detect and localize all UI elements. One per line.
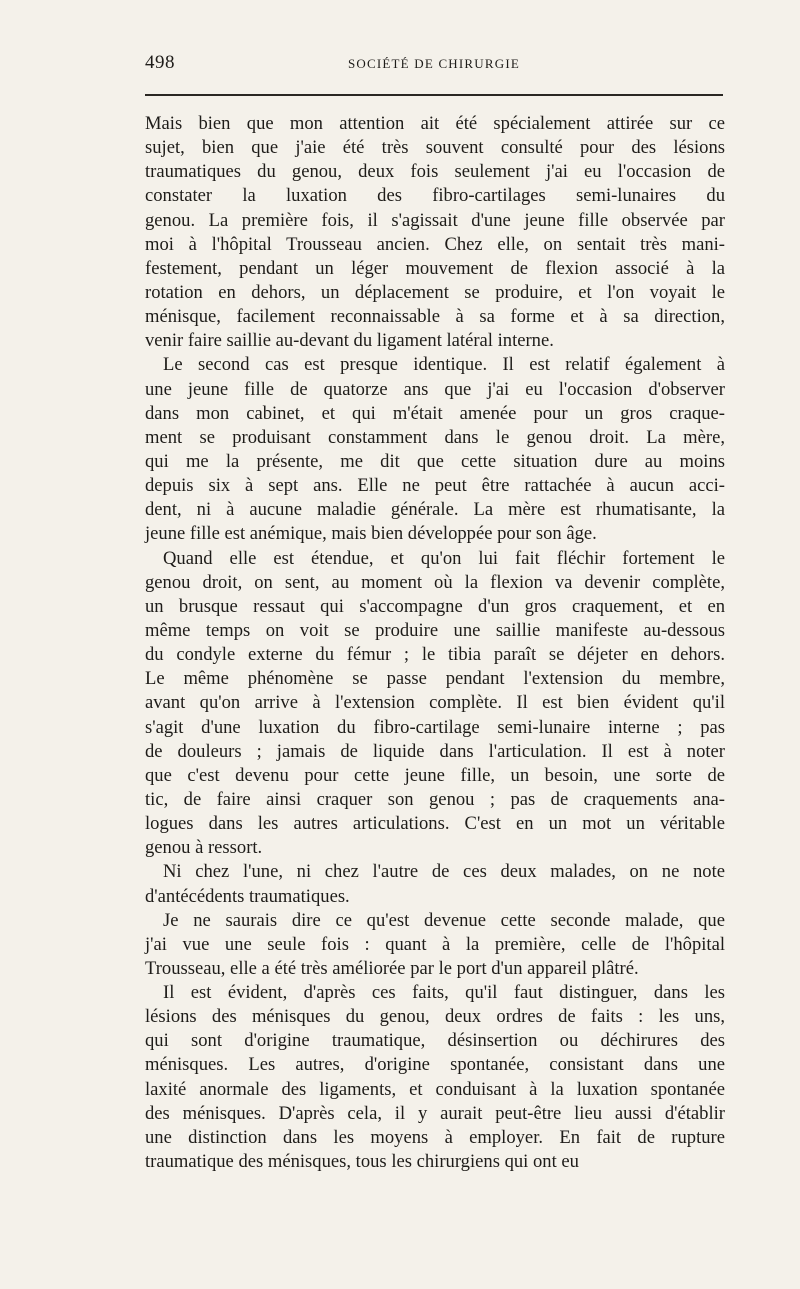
text-line: traumatiques du genou, deux fois seulement j'ai eu l'occasion de bbox=[145, 161, 725, 183]
text-line: depuis six à sept ans. Elle ne peut être rattachée à aucun acci- bbox=[145, 475, 725, 497]
text-line: j'ai vue une seule fois : quant à la première, celle de l'hôpital bbox=[145, 933, 725, 955]
body-text bbox=[145, 112, 725, 1174]
text-line: laxité anormale des ligaments, et conduisant à la luxation spontanée bbox=[145, 1078, 725, 1100]
text-line: sujet, bien que j'aie été très souvent consulté pour des lésions bbox=[145, 137, 725, 159]
text-line: un brusque ressaut qui s'accompagne d'un gros craquement, et en bbox=[145, 595, 725, 617]
text-line: du condyle externe du fémur ; le tibia paraît se déjeter en dehors. bbox=[145, 644, 725, 666]
text-line: de douleurs ; jamais de liquide dans l'articulation. Il est à noter bbox=[145, 740, 725, 762]
text-line: dent, ni à aucune maladie générale. La mère est rhumatisante, la bbox=[145, 499, 725, 521]
text-line: s'agit d'une luxation du fibro-cartilage semi-lunaire interne ; pas bbox=[145, 716, 725, 738]
page-number: 498 bbox=[145, 52, 175, 73]
text-line: lésions des ménisques du genou, deux ordres de faits : les uns, bbox=[145, 1006, 725, 1028]
text-line: constater la luxation des fibro-cartilages semi-lunaires du bbox=[145, 185, 725, 207]
text-line: Ni chez l'une, ni chez l'autre de ces deux malades, on ne note bbox=[163, 861, 725, 883]
text-line: ment se produisant constamment dans le genou droit. La mère, bbox=[145, 426, 725, 448]
text-line: des ménisques. D'après cela, il y aurait peut-être lieu aussi d'établir bbox=[145, 1102, 725, 1124]
text-line: genou à ressort. bbox=[145, 837, 263, 859]
text-line: qui me la présente, me dit que cette situation dure au moins bbox=[145, 450, 725, 472]
text-line: dans mon cabinet, et qui m'était amenée pour un gros craque- bbox=[145, 402, 725, 424]
text-line: tic, de faire ainsi craquer son genou ; pas de craquements ana- bbox=[145, 788, 725, 810]
text-line: moi à l'hôpital Trousseau ancien. Chez elle, on sentait très mani- bbox=[145, 233, 725, 255]
text-line: Le second cas est presque identique. Il est relatif également à bbox=[163, 354, 725, 376]
text-line: Trousseau, elle a été très améliorée par le port d'un appareil plâtré. bbox=[145, 957, 639, 979]
text-line: qui sont d'origine traumatique, désinsertion ou déchirures des bbox=[145, 1030, 725, 1052]
text-line: rotation en dehors, un déplacement se produire, et l'on voyait le bbox=[145, 281, 725, 303]
text-line: une jeune fille de quatorze ans que j'ai eu l'occasion d'observer bbox=[145, 378, 725, 400]
running-head: SOCIÉTÉ DE CHIRURGIE bbox=[347, 56, 521, 71]
text-line: venir faire saillie au-devant du ligament latéral interne. bbox=[145, 330, 554, 352]
text-line: genou. La première fois, il s'agissait d'une jeune fille observée par bbox=[145, 209, 725, 231]
text-line: une distinction dans les moyens à employer. En fait de rupture bbox=[145, 1126, 725, 1148]
text-line: Je ne saurais dire ce qu'est devenue cette seconde malade, que bbox=[163, 909, 725, 931]
text-line: ménisque, facilement reconnaissable à sa forme et à sa direction, bbox=[145, 306, 725, 328]
text-line: traumatique des ménisques, tous les chirurgiens qui ont eu bbox=[145, 1151, 579, 1173]
text-line: Il est évident, d'après ces faits, qu'il faut distinguer, dans les bbox=[163, 982, 725, 1004]
text-line: Quand elle est étendue, et qu'on lui fait fléchir fortement le bbox=[163, 547, 725, 569]
text-line: festement, pendant un léger mouvement de flexion associé à la bbox=[145, 257, 725, 279]
text-line: même temps on voit se produire une saillie manifeste au-dessous bbox=[145, 619, 725, 641]
text-line: avant qu'on arrive à l'extension complète. Il est bien évident qu'il bbox=[145, 692, 725, 714]
text-line: d'antécédents traumatiques. bbox=[145, 885, 350, 907]
text-line: ménisques. Les autres, d'origine spontanée, consistant dans une bbox=[145, 1054, 725, 1076]
text-line: logues dans les autres articulations. C'est en un mot un véritable bbox=[145, 813, 725, 835]
text-line: Mais bien que mon attention ait été spécialement attirée sur ce bbox=[145, 113, 725, 134]
text-line: que c'est devenu pour cette jeune fille, un besoin, une sorte de bbox=[145, 764, 725, 786]
header-rule bbox=[145, 94, 723, 96]
text-line: genou droit, on sent, au moment où la flexion va devenir complète, bbox=[145, 571, 725, 593]
page-header bbox=[145, 52, 723, 78]
text-line: Le même phénomène se passe pendant l'extension du membre, bbox=[145, 668, 725, 690]
text-line: jeune fille est anémique, mais bien développée pour son âge. bbox=[145, 523, 597, 545]
